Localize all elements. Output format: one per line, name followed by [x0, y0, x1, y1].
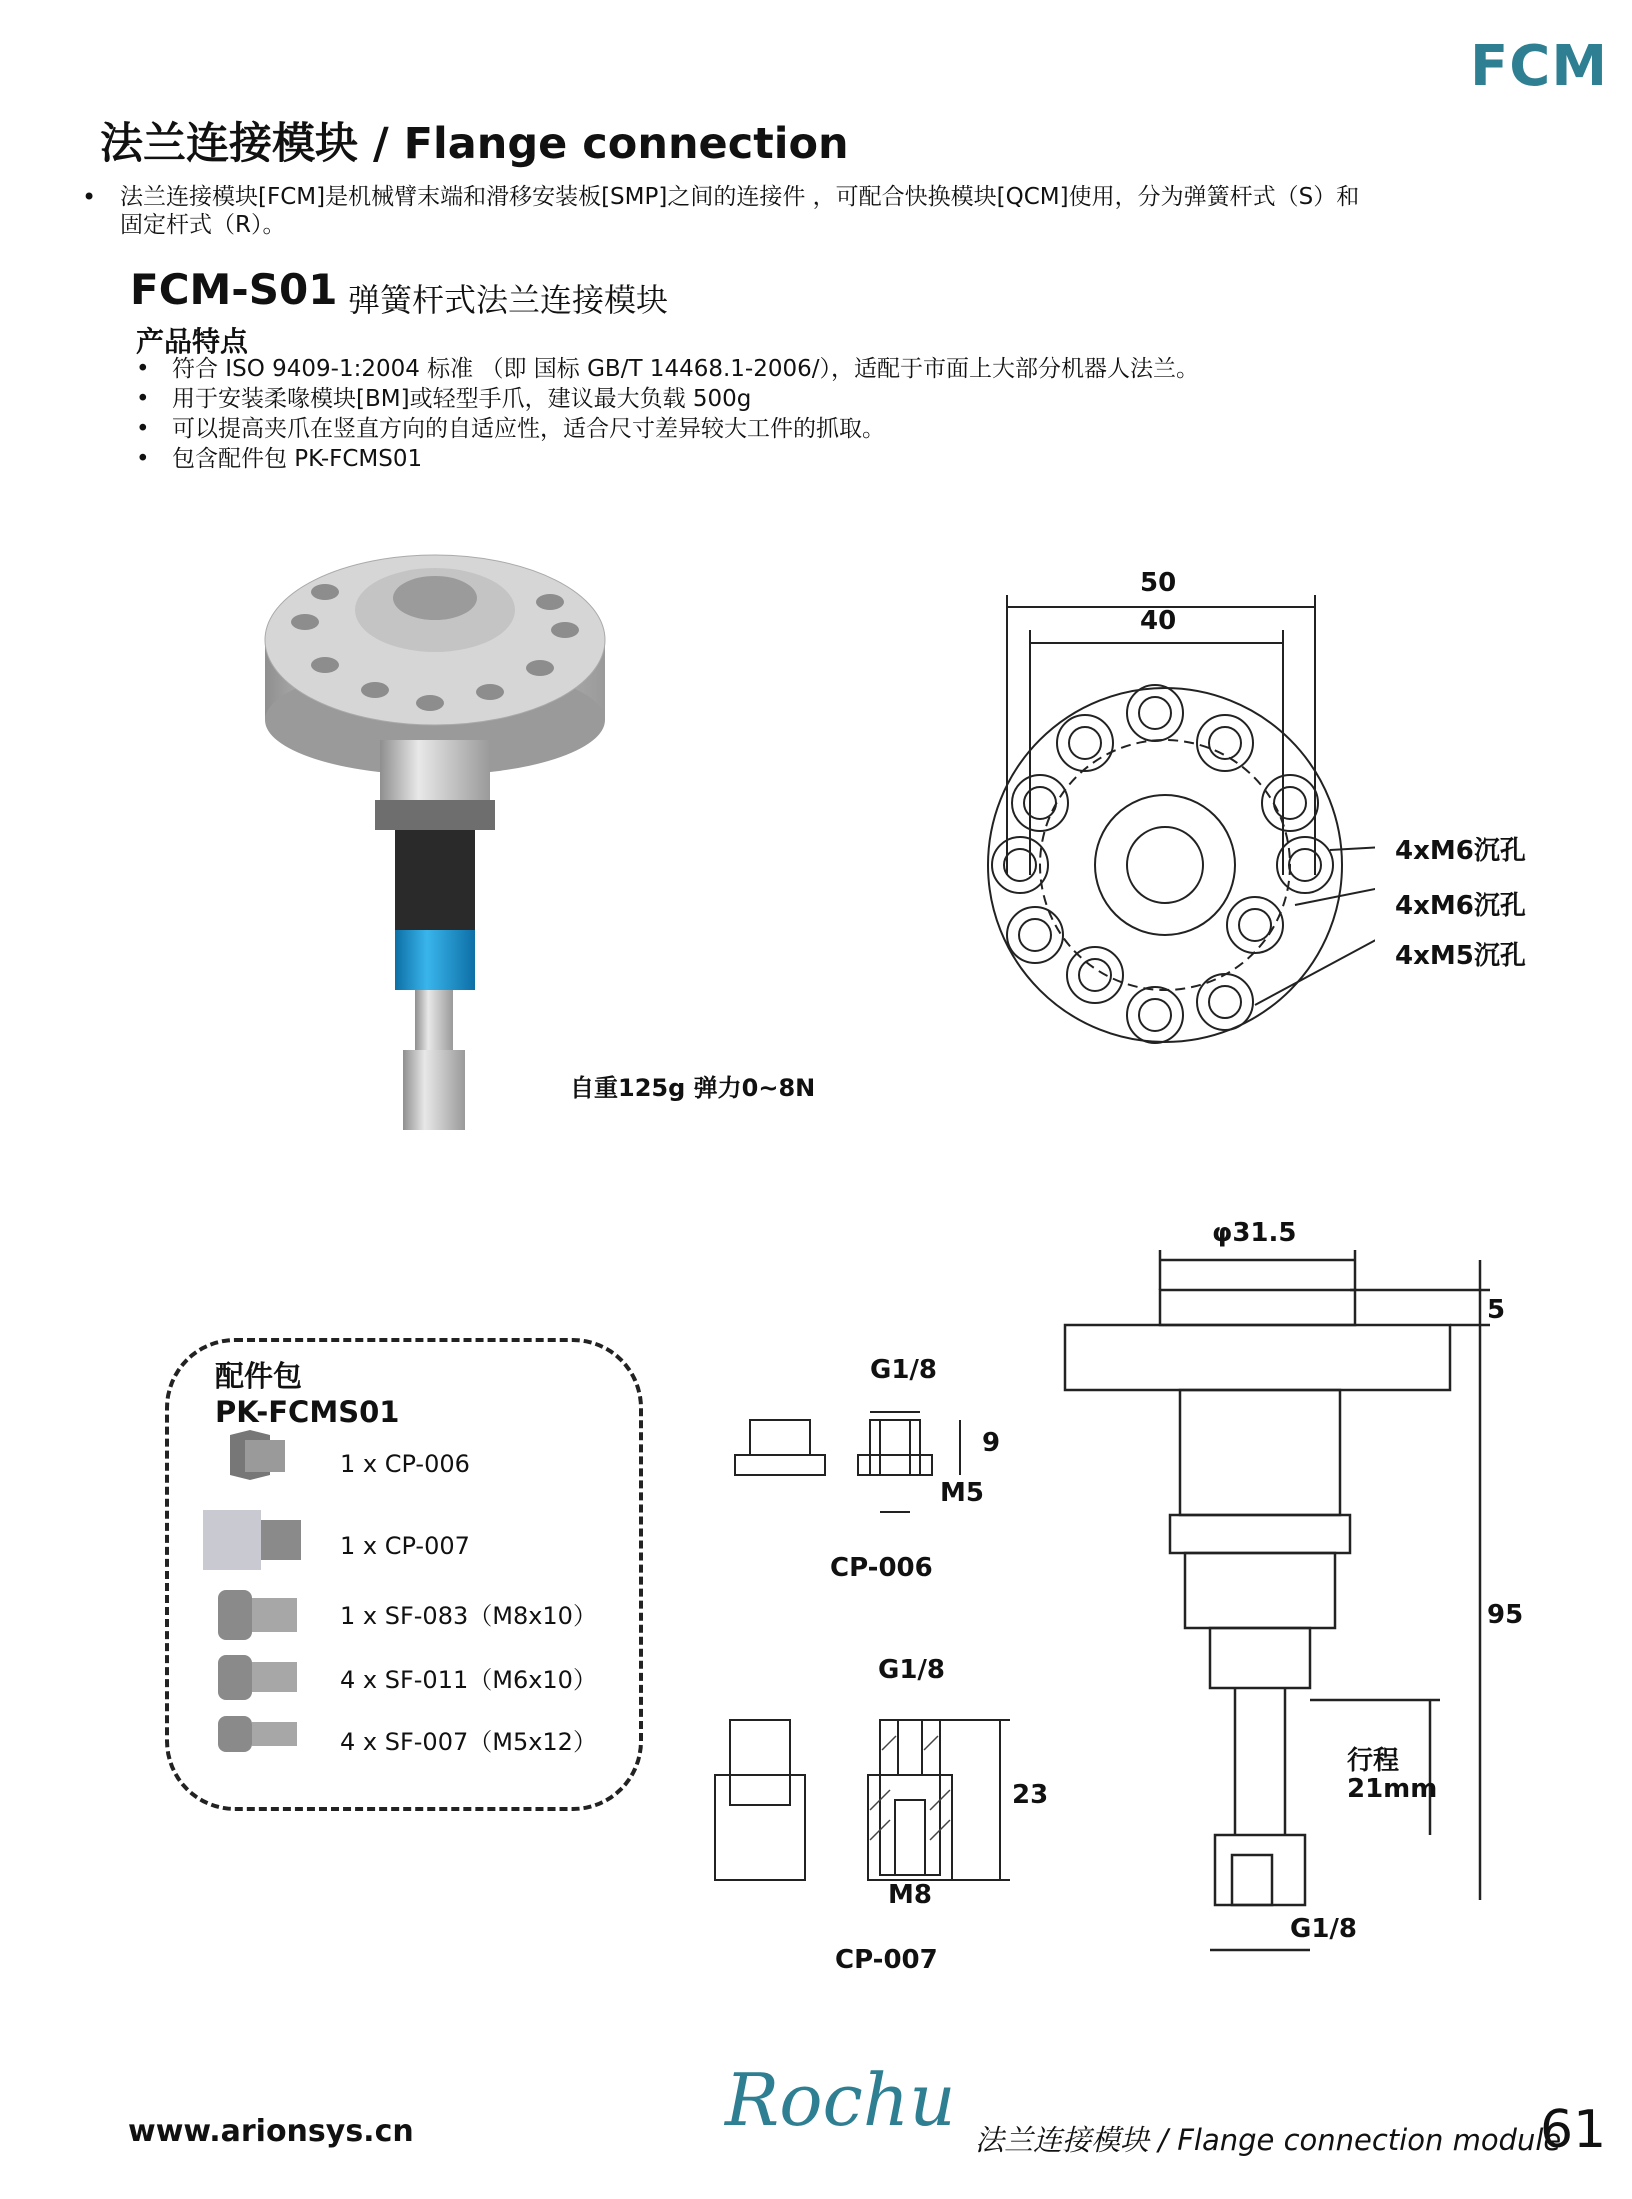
cp007-label: CP-007	[835, 1945, 938, 1975]
kit-item: 1 x CP-006	[340, 1450, 470, 1478]
dim-inner: 40	[1140, 606, 1177, 636]
cp006-label: CP-006	[830, 1553, 933, 1583]
kit-item: 4 x SF-007（M5x12）	[340, 1728, 597, 1756]
feature-item: • 可以提高夹爪在竖直方向的自适应性，适合尺寸差异较大工件的抓取。	[136, 414, 1199, 444]
cp006-drawing	[730, 1390, 1010, 1540]
dim-top: 5	[1487, 1295, 1506, 1325]
feature-item: • 用于安装柔喙模块[BM]或轻型手爪，建议最大负载 500g	[136, 384, 1199, 414]
stroke-value: 21mm	[1347, 1774, 1438, 1804]
page-title: 法兰连接模块 / Flange connection	[100, 119, 849, 169]
side-thread: G1/8	[1290, 1914, 1358, 1944]
dim-outer: 50	[1140, 568, 1177, 598]
kit-parts-illustration	[200, 1430, 310, 1760]
kit-title-cn: 配件包	[215, 1359, 303, 1393]
kit-title	[215, 1358, 399, 1430]
kit-title-code: PK-FCMS01	[215, 1395, 400, 1429]
intro-text	[120, 183, 1470, 239]
features-list	[136, 354, 1199, 474]
intro-line-1: 法兰连接模块[FCM]是机械臂末端和滑移安装板[SMP]之间的连接件 ，可配合快换模块[QCM]使用，分为弹簧杆式（S）和	[120, 184, 1360, 210]
product-photo	[255, 540, 635, 1140]
cp006-bolt: M5	[940, 1478, 984, 1508]
cp006-thread: G1/8	[870, 1355, 938, 1385]
product-code: FCM-S01	[130, 265, 338, 314]
side-view-drawing	[1050, 1240, 1550, 1970]
kit-item: 1 x SF-083（M8x10）	[340, 1602, 597, 1630]
product-specs: 自重125g 弹力0~8N	[570, 1074, 816, 1102]
cp006-height: 9	[982, 1428, 1001, 1458]
stroke-label: 行程	[1347, 1746, 1400, 1776]
callout-m6-2: 4xM6沉孔	[1395, 891, 1526, 921]
rochu-logo: Rochu	[725, 2058, 956, 2142]
feature-item: • 包含配件包 PK-FCMS01	[136, 444, 1199, 474]
callout-m6-1: 4xM6沉孔	[1395, 836, 1526, 866]
brand-tag: FCM	[1470, 34, 1609, 99]
cp007-height: 23	[1012, 1780, 1049, 1810]
cp007-bolt: M8	[888, 1880, 932, 1910]
page-number: 61	[1540, 2100, 1607, 2160]
cp007-thread: G1/8	[878, 1655, 946, 1685]
dim-total: 95	[1487, 1600, 1524, 1630]
kit-item: 4 x SF-011（M6x10）	[340, 1666, 597, 1694]
kit-item: 1 x CP-007	[340, 1532, 470, 1560]
feature-item: • 符合 ISO 9409-1:2004 标准 （即 国标 GB/T 14468.1-2006/），适配于市面上大部分机器人法兰。	[136, 354, 1199, 384]
features-title: 产品特点	[136, 325, 249, 358]
dim-diameter: φ31.5	[1212, 1218, 1297, 1248]
footer-url[interactable]: www.arionsys.cn	[128, 2114, 414, 2149]
intro-bullet: •	[82, 183, 97, 211]
intro-line-2: 固定杆式（R）。	[120, 212, 286, 238]
flange-top-view	[955, 565, 1375, 1085]
callout-m5: 4xM5沉孔	[1395, 941, 1526, 971]
product-name: 弹簧杆式法兰连接模块	[348, 281, 669, 319]
footer-caption: 法兰连接模块 / Flange connection module	[975, 2123, 1562, 2157]
cp007-drawing	[700, 1690, 1050, 1910]
